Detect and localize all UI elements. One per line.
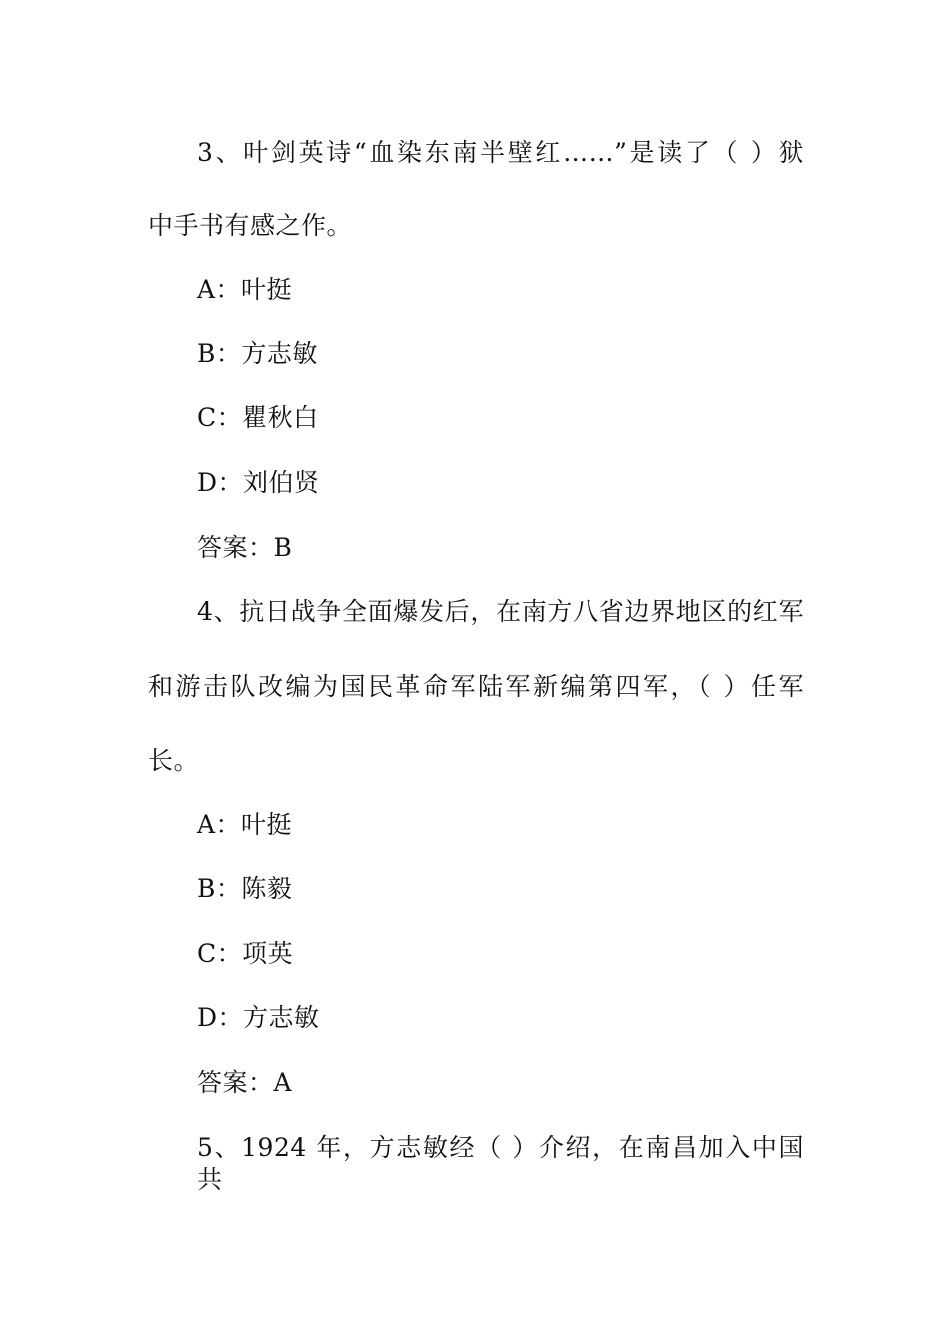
question-4-continuation-2: 长。 <box>148 746 200 775</box>
question-3-option-b: B：方志敏 <box>197 339 318 368</box>
question-3-option-d: D：刘伯贤 <box>197 468 320 497</box>
question-4-continuation-1: 和游击队改编为国民革命军陆军新编第四军，（ ）任军 <box>148 672 804 701</box>
question-4-answer: 答案：A <box>197 1068 293 1097</box>
question-3-text: 3、叶剑英诗“血染东南半壁红……”是读了（ ）狱 <box>197 138 804 167</box>
question-3-answer: 答案：B <box>197 533 293 562</box>
question-3-option-c: C：瞿秋白 <box>197 403 319 432</box>
question-4-option-c: C：项英 <box>197 939 294 968</box>
question-4-option-b: B：陈毅 <box>197 874 293 903</box>
question-3-option-a: A：叶挺 <box>197 275 293 304</box>
question-4-text: 4、抗日战争全面爆发后，在南方八省边界地区的红军 <box>197 597 804 626</box>
question-4-option-a: A：叶挺 <box>197 810 293 839</box>
question-5-text: 5、1924 年，方志敏经（ ）介绍，在南昌加入中国共 <box>197 1133 804 1194</box>
question-4-option-d: D：方志敏 <box>197 1003 320 1032</box>
question-3-continuation: 中手书有感之作。 <box>148 211 353 240</box>
